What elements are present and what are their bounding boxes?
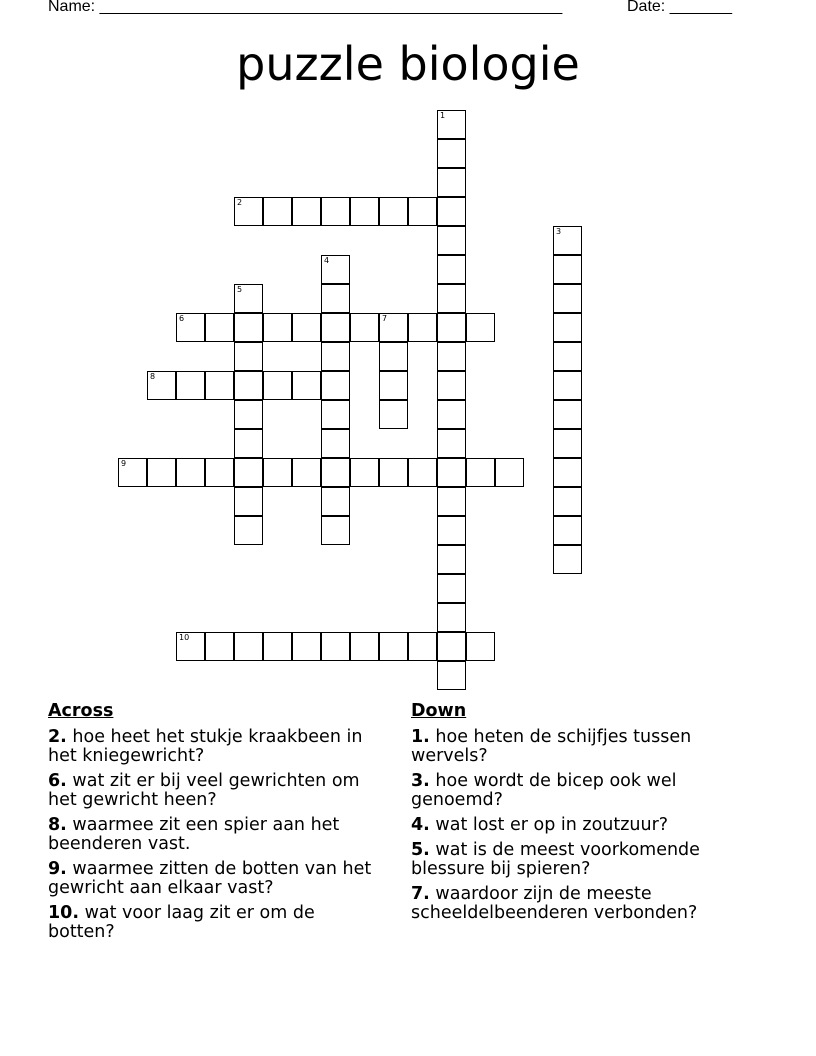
grid-cell[interactable] (553, 255, 582, 284)
grid-cell[interactable] (466, 313, 495, 342)
grid-cell[interactable] (437, 661, 466, 690)
grid-cell[interactable] (437, 226, 466, 255)
across-clue (48, 860, 378, 898)
grid-cell[interactable] (321, 429, 350, 458)
grid-cell[interactable] (234, 632, 263, 661)
grid-cell[interactable] (205, 632, 234, 661)
grid-cell[interactable] (437, 197, 466, 226)
clue-number-label: 8 (150, 372, 156, 381)
grid-cell[interactable] (466, 458, 495, 487)
clue-number-label: 5 (237, 285, 243, 294)
grid-cell[interactable] (234, 516, 263, 545)
clue-number-label: 10 (179, 633, 190, 642)
grid-cell[interactable] (118, 458, 147, 487)
grid-cell[interactable] (205, 371, 234, 400)
grid-cell[interactable] (408, 197, 437, 226)
grid-cell[interactable] (147, 371, 176, 400)
grid-cell[interactable] (350, 197, 379, 226)
clue-number-label: 6 (179, 314, 185, 323)
grid-cell[interactable] (350, 313, 379, 342)
grid-cell[interactable] (437, 139, 466, 168)
clue-number-label: 2 (237, 198, 243, 207)
clue-number-label: 7 (382, 314, 388, 323)
grid-cell[interactable] (379, 371, 408, 400)
grid-cell[interactable] (350, 458, 379, 487)
grid-cell[interactable] (263, 458, 292, 487)
grid-cell[interactable] (466, 632, 495, 661)
down-clue (411, 816, 741, 835)
clue-number-label: 1 (440, 111, 446, 120)
grid-cell[interactable] (234, 197, 263, 226)
grid-cell[interactable] (176, 458, 205, 487)
down-clues (411, 702, 741, 929)
grid-cell[interactable] (437, 632, 466, 661)
name-field-label: Name: ____________________________________________________ (48, 0, 563, 15)
grid-cell[interactable] (437, 574, 466, 603)
clue-text: hoe wordt de bicep ook wel genoemd? (411, 771, 677, 810)
clue-text: hoe heten de schijfjes tussen wervels? (411, 727, 692, 766)
grid-cell[interactable] (321, 313, 350, 342)
grid-cell[interactable] (292, 313, 321, 342)
grid-cell[interactable] (234, 429, 263, 458)
grid-cell[interactable] (437, 110, 466, 139)
grid-cell[interactable] (147, 458, 176, 487)
grid-cell[interactable] (292, 371, 321, 400)
grid-cell[interactable] (437, 371, 466, 400)
grid-cell[interactable] (437, 284, 466, 313)
grid-cell[interactable] (553, 313, 582, 342)
grid-cell[interactable] (437, 313, 466, 342)
clue-number-label: 3 (556, 227, 562, 236)
grid-cell[interactable] (553, 458, 582, 487)
down-clue (411, 728, 741, 766)
grid-cell[interactable] (263, 371, 292, 400)
clue-text: wat lost er op in zoutzuur? (435, 815, 669, 835)
grid-cell[interactable] (437, 545, 466, 574)
clue-number: 7. (411, 884, 430, 904)
grid-cell[interactable] (437, 516, 466, 545)
grid-cell[interactable] (263, 632, 292, 661)
down-clue (411, 772, 741, 810)
grid-cell[interactable] (437, 342, 466, 371)
grid-cell[interactable] (437, 458, 466, 487)
date-field-label: Date: _______ (627, 0, 732, 15)
grid-cell[interactable] (553, 226, 582, 255)
grid-cell[interactable] (321, 342, 350, 371)
grid-cell[interactable] (321, 284, 350, 313)
grid-cell[interactable] (321, 516, 350, 545)
grid-cell[interactable] (350, 632, 379, 661)
clue-number-label: 4 (324, 256, 330, 265)
clue-number: 9. (48, 859, 67, 879)
grid-cell[interactable] (553, 342, 582, 371)
page-title: puzzle biologie (236, 37, 580, 91)
grid-cell[interactable] (263, 313, 292, 342)
grid-cell[interactable] (437, 603, 466, 632)
grid-cell[interactable] (321, 197, 350, 226)
clue-number: 4. (411, 815, 430, 835)
clue-text: wat is de meest voorkomende blessure bij spieren? (411, 840, 700, 879)
grid-cell[interactable] (321, 255, 350, 284)
grid-cell[interactable] (553, 545, 582, 574)
clue-number: 8. (48, 815, 67, 835)
grid-cell[interactable] (379, 458, 408, 487)
down-clue (411, 885, 741, 923)
grid-cell[interactable] (379, 632, 408, 661)
grid-cell[interactable] (176, 371, 205, 400)
grid-cell[interactable] (379, 400, 408, 429)
grid-cell[interactable] (379, 313, 408, 342)
grid-cell[interactable] (234, 284, 263, 313)
grid-cell[interactable] (553, 371, 582, 400)
clue-number: 5. (411, 840, 430, 860)
grid-cell[interactable] (292, 632, 321, 661)
grid-cell[interactable] (379, 342, 408, 371)
grid-cell[interactable] (205, 458, 234, 487)
grid-cell[interactable] (408, 632, 437, 661)
grid-cell[interactable] (234, 487, 263, 516)
grid-cell[interactable] (321, 371, 350, 400)
across-clue (48, 816, 378, 854)
grid-cell[interactable] (408, 313, 437, 342)
grid-cell[interactable] (176, 632, 205, 661)
grid-cell[interactable] (292, 458, 321, 487)
grid-cell[interactable] (205, 313, 234, 342)
clue-text: waardoor zijn de meeste scheeldelbeenderen verbonden? (411, 884, 698, 923)
down-heading: Down (411, 701, 467, 721)
grid-cell[interactable] (176, 313, 205, 342)
grid-cell[interactable] (495, 458, 524, 487)
clue-text: wat zit er bij veel gewrichten om het gewricht heen? (48, 771, 360, 810)
grid-cell[interactable] (553, 400, 582, 429)
grid-cell[interactable] (234, 458, 263, 487)
grid-cell[interactable] (553, 487, 582, 516)
grid-cell[interactable] (437, 168, 466, 197)
grid-cell[interactable] (553, 516, 582, 545)
grid-cell[interactable] (321, 487, 350, 516)
grid-cell[interactable] (437, 429, 466, 458)
clue-text: waarmee zit een spier aan het beenderen vast. (48, 815, 340, 854)
grid-cell[interactable] (292, 197, 321, 226)
clue-number: 6. (48, 771, 67, 791)
grid-cell[interactable] (321, 458, 350, 487)
across-clues (48, 702, 378, 948)
grid-cell[interactable] (379, 197, 408, 226)
grid-cell[interactable] (234, 400, 263, 429)
grid-cell[interactable] (437, 255, 466, 284)
grid-cell[interactable] (321, 632, 350, 661)
grid-cell[interactable] (437, 487, 466, 516)
clue-number-label: 9 (121, 459, 127, 468)
clue-text: waarmee zitten de botten van het gewricht aan elkaar vast? (48, 859, 372, 898)
clue-number: 1. (411, 727, 430, 747)
clue-text: wat voor laag zit er om de botten? (48, 903, 315, 942)
grid-cell[interactable] (234, 313, 263, 342)
grid-cell[interactable] (234, 342, 263, 371)
clue-text: hoe heet het stukje kraakbeen in het kniegewricht? (48, 727, 363, 766)
grid-cell[interactable] (553, 429, 582, 458)
clue-number: 3. (411, 771, 430, 791)
grid-cell[interactable] (437, 400, 466, 429)
grid-cell[interactable] (408, 458, 437, 487)
grid-cell[interactable] (263, 197, 292, 226)
grid-cell[interactable] (321, 400, 350, 429)
across-heading: Across (48, 701, 114, 721)
clue-number: 10. (48, 903, 80, 923)
across-clue (48, 904, 378, 942)
across-clue (48, 772, 378, 810)
across-clue (48, 728, 378, 766)
grid-cell[interactable] (234, 371, 263, 400)
grid-cell[interactable] (553, 284, 582, 313)
down-clue (411, 841, 741, 879)
clue-number: 2. (48, 727, 67, 747)
